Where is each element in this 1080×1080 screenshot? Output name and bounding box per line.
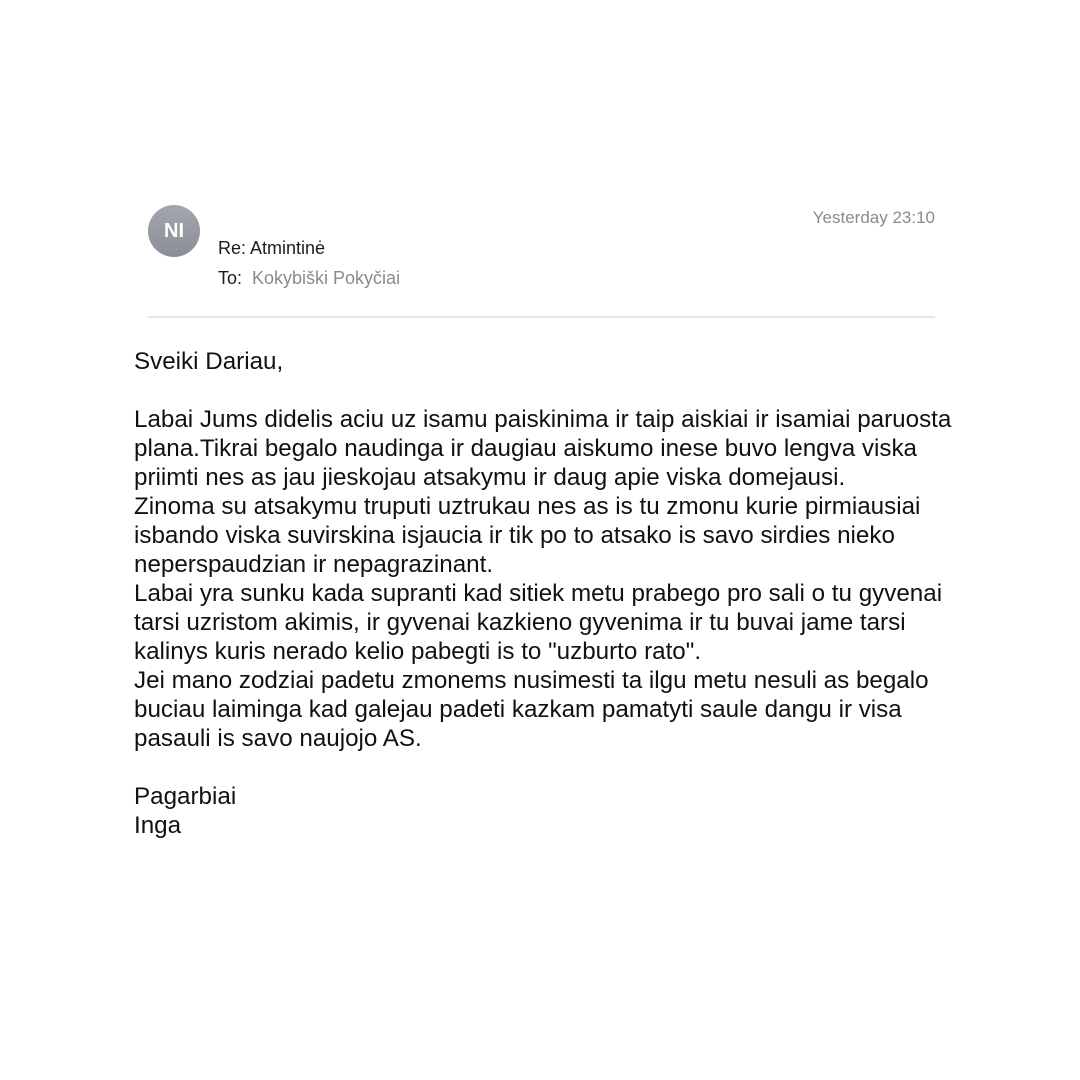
sender-avatar[interactable]: NI xyxy=(148,205,200,257)
header-divider xyxy=(148,316,935,318)
email-header xyxy=(148,205,935,318)
body-paragraph: Labai Jums didelis aciu uz isamu paiskinima ir taip aiskiai ir isamiai paruosta plana.Tikrai begalo naudinga ir daugiau aiskumo inese buvo lengva viska priimti nes as jau jieskojau atsakymu ir daug apie viska domejausi. xyxy=(134,406,952,491)
greeting: Sveiki Dariau, xyxy=(134,348,284,375)
recipient-line xyxy=(218,268,400,289)
body-paragraph: Zinoma su atsakymu truputi uztrukau nes as is tu zmonu kurie pirmiausiai isbando viska suvirskina isjaucia ir tik po to atsako is savo sirdies nieko neperspaudzian ir nepagrazinant. xyxy=(134,493,921,578)
blank-line xyxy=(134,376,964,405)
body-paragraph: Labai yra sunku kada supranti kad sitiek metu prabego pro sali o tu gyvenai tarsi uzristom akimis, ir gyvenai kazkieno gyvenima ir tu buvai jame tarsi kalinys kuris nerado kelio pabegti is to "uzburto rato". xyxy=(134,580,943,665)
email-timestamp: Yesterday 23:10 xyxy=(812,208,935,227)
to-label: To: xyxy=(218,268,243,288)
email-body xyxy=(134,347,964,840)
closing: Pagarbiai xyxy=(134,783,237,810)
blank-line xyxy=(134,753,964,782)
signature: Inga xyxy=(134,812,182,839)
recipient-name[interactable]: Kokybiški Pokyčiai xyxy=(252,268,401,288)
body-paragraph: Jei mano zodziai padetu zmonems nusimesti ta ilgu metu nesuli as begalo buciau laiminga kad galejau padeti kazkam pamatyti saule dangu ir visa pasauli is savo naujojo AS. xyxy=(134,667,929,752)
email-subject: Re: Atmintinė xyxy=(218,238,326,258)
